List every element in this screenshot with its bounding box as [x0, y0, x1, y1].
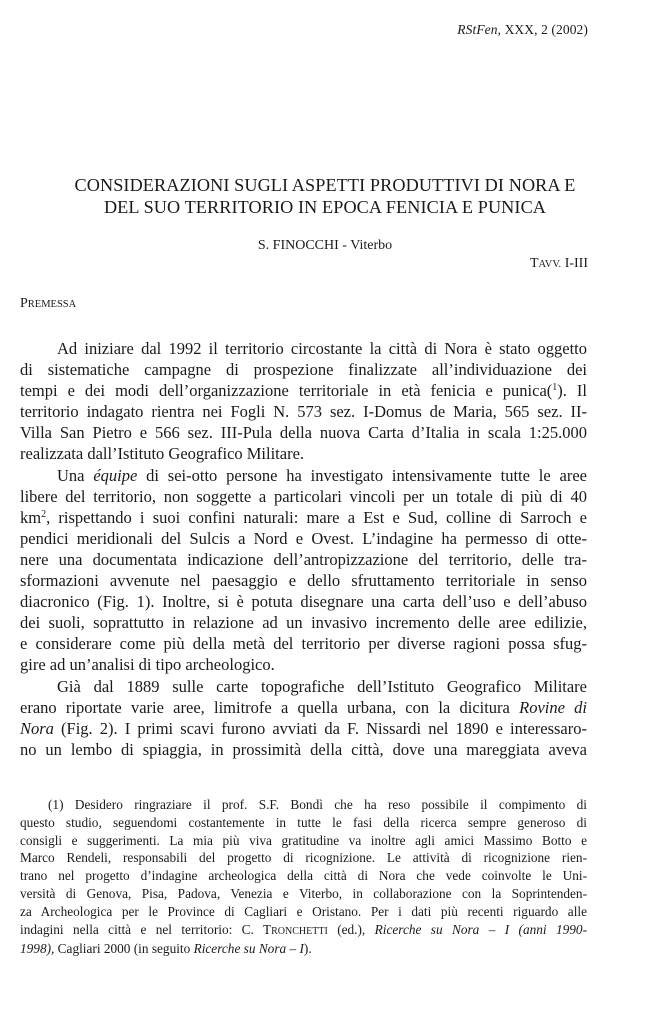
text-line: libere del territorio, non soggette a particolari vincoli per un totale di più di 40 — [20, 486, 587, 506]
paragraph-1 — [20, 338, 587, 465]
text-line: $km^2$, rispettando i suoi confini naturali: mare a Est e Sud, colline di Sarroch e — [20, 507, 587, 527]
footnote-line: consigli e suggerimenti. La mia più viva gratitudine va inoltre agli amici Massimo Botto e — [20, 832, 587, 848]
text-line: Nora (Fig. 2). I primi scavi furono avviati da F. Nissardi nel 1890 e interessaro- — [20, 718, 587, 738]
plates-range: I-III — [561, 256, 588, 271]
article-title — [20, 174, 630, 218]
text-line: tempi e dei modi dell’organizzazione territoriale in età fenicia e punica($^1$). Il — [20, 381, 587, 401]
footnote-line: Marco Rendeli, responsabili del progetto di ricognizione. Le attività di ricognizione rien- — [20, 850, 587, 866]
footnote-ref: 1 — [552, 382, 558, 394]
running-head — [457, 22, 588, 38]
journal-name: RStFen — [457, 22, 498, 37]
footnote-line: versità di Genova, Pisa, Padova, Venezia e Viterbo, in collaborazione con la Soprintenden- — [20, 885, 587, 901]
paragraph-2 — [20, 465, 587, 676]
text-line: Una équipe di sei-otto persone ha investigato intensivamente tutte le aree — [57, 465, 587, 485]
footnote-line: questo studio, seguendomi costantemente in tutte le fasi della ricerca sempre generoso di — [20, 814, 587, 830]
plates-label: AVV. — [538, 259, 562, 270]
text-line: territorio indagato rientra nei Fogli N. 573 sez. I-Domus de Maria, 565 sez. II- — [20, 402, 587, 422]
paragraph-3 — [20, 676, 587, 760]
section-heading — [20, 296, 76, 312]
text-line: dei suoli, soprattutto in relazione ad un invasivo incremento delle aree edilizie, — [20, 613, 587, 633]
text-line: nere una documentata indicazione dell’antropizzazione del territorio, delle tra- — [20, 549, 587, 569]
text-line: pendici meridionali del Sulcis a Nord e Ovest. L’indagine ha permesso di otte- — [20, 528, 587, 548]
text-line: sformazioni avvenute nel paesaggio e dello sfruttamento territoriale in senso — [20, 571, 587, 591]
title-line-2: DEL SUO TERRITORIO IN EPOCA FENICIA E PUNICA — [103, 197, 547, 217]
section-initial: P — [20, 296, 28, 311]
text-line: di sistematiche campagne di prospezione finalizzate all’individuazione dei — [20, 360, 587, 380]
text-line: Già dal 1889 sulle carte topografiche dell’Istituto Geografico Militare — [57, 676, 587, 696]
footnote-line: (1) Desidero ringraziare il prof. S.F. Bondì che ha reso possibile il compimento di — [48, 797, 587, 812]
text-line: erano riportate varie aree, limitrofe a quella urbana, con la dicitura Rovine di — [20, 697, 587, 717]
footnote-line: za Archeologica per le Province di Cagliari e Oristano. Per i dati più recenti riguardo alle — [20, 903, 587, 919]
plates-reference — [530, 256, 588, 272]
text-line: Villa San Pietro e 566 sez. III-Pula della nuova Carta d’Italia in scala 1:25.000 — [20, 423, 587, 443]
footnote-line: trano nel progetto d’indagine archeologica della città di Nora che vede coinvolte le Uni- — [20, 868, 587, 884]
title-line-1: CONSIDERAZIONI SUGLI ASPETTI PRODUTTIVI DI NORA E — [74, 175, 576, 195]
text-line: e considerare come più della metà del territorio per diverse ragioni possa sfug- — [20, 634, 587, 654]
text-line: gire ad un’analisi di tipo archeologico. — [20, 655, 275, 675]
text-line: Ad iniziare dal 1992 il territorio circostante la città di Nora è stato oggetto — [57, 339, 587, 358]
text-line: realizzata dall’Istituto Geografico Militare. — [20, 444, 305, 464]
text-line: no un lembo di spiaggia, in prossimità della città, dove una mareggiata aveva — [20, 739, 587, 759]
section-label: REMESSA — [27, 299, 77, 310]
plates-initial: T — [529, 256, 539, 271]
author-line: S. FINOCCHI - Viterbo — [257, 238, 393, 253]
journal-volume: , XXX, 2 (2002) — [497, 22, 588, 37]
footnote-line: indagini nella città e nel territorio: C. TRONCHETTI (ed.), Ricerche su Nora – I (anni 1990- — [20, 921, 587, 937]
text-line: diacronico (Fig. 1). Inoltre, si è potuta disegnare una carta dell’uso e dell’abuso — [20, 592, 587, 612]
body-text — [20, 338, 587, 760]
footnote-line: 1998), Cagliari 2000 (in seguito Ricerche su Nora – I). — [20, 941, 312, 957]
footnote-1 — [20, 796, 587, 958]
